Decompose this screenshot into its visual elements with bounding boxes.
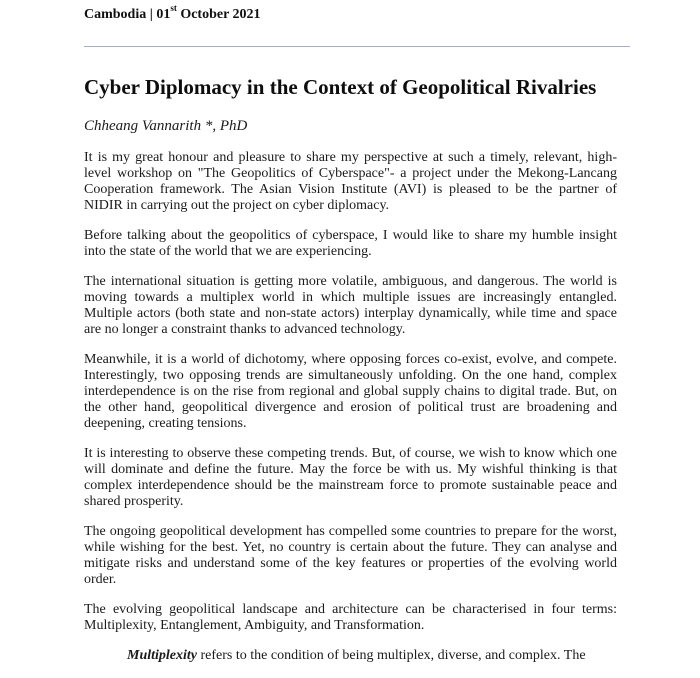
header-separator: |	[149, 7, 153, 22]
header-date	[156, 3, 261, 22]
body-paragraph: Meanwhile, it is a world of dichotomy, where opposing forces co-exist, evolve, and compete. Interestingly, two opposing trends are simultaneously unfolding. On the one hand, complex interdependence is on the rise from regional and global supply chains to digital trade. But, on the other hand, geopolitical divergence and erosion of political trust are broadening and deepening, creating tensions.	[84, 352, 617, 431]
article-body	[84, 150, 617, 678]
document-header	[84, 3, 261, 24]
article-title: Cyber Diplomacy in the Context of Geopolitical Rivalries	[84, 75, 597, 99]
body-paragraph: The evolving geopolitical landscape and architecture can be characterised in four terms: Multiplexity, Entanglement, Ambiguity, and Transformation.	[84, 602, 617, 633]
body-paragraph: It is my great honour and pleasure to share my perspective at such a timely, relevant, high-level workshop on "The Geopolitics of Cyberspace"- a project under the Mekong-Lancang Cooperation framework. The Asian Vision Institute (AVI) is pleased to be the partner of NIDIR in carrying out the project on cyber diplomacy.	[84, 150, 617, 213]
article-author: Chheang Vannarith *, PhD	[84, 118, 248, 134]
body-paragraph: The international situation is getting more volatile, ambiguous, and dangerous. The world is moving towards a multiplex world in which multiple issues are increasingly entangled. Multiple actors (both state and non-state actors) interplay dynamically, while time and space are no longer a constraint thanks to advanced technology.	[84, 274, 617, 337]
header-date-suffix: st	[170, 3, 177, 14]
body-paragraph: The ongoing geopolitical development has compelled some countries to prepare for the worst, while wishing for the best. Yet, no country is certain about the future. They can analyse and mitigate risks and understand some of the key features or properties of the evolving world order.	[84, 524, 617, 587]
term-definition-text: refers to the condition of being multiplex, diverse, and complex. The	[197, 648, 586, 663]
body-paragraph: Before talking about the geopolitics of cyberspace, I would like to share my humble insight into the state of the world that we are experiencing.	[84, 228, 617, 259]
header-date-day: 01	[156, 7, 171, 22]
header-location: Cambodia	[84, 7, 147, 22]
term-definition-paragraph	[84, 648, 617, 664]
body-paragraph: It is interesting to observe these competing trends. But, of course, we wish to know which one will dominate and define the future. May the force be with us. My wishful thinking is that complex interdependence should be the mainstream force to promote sustainable peace and shared prosperity.	[84, 446, 617, 509]
defined-term: Multiplexity	[127, 648, 197, 663]
header-date-rest: October 2021	[180, 7, 261, 22]
header-divider	[84, 46, 630, 47]
